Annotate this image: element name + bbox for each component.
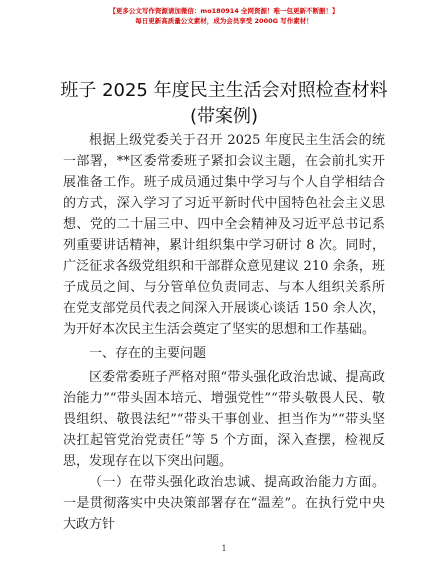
body-paragraph: （一）在带头强化政治忠诚、提高政治能力方面。一是贯彻落实中央决策部署存在“温差”。在执行党中央大政方针 [63,475,385,532]
section-heading: 一、存在的主要问题 [89,346,207,361]
page-number: 1 [221,544,227,553]
header-banner [0,6,448,26]
banner-line-2: 每日更新高质量公文素材，成为会员享受 2000G 写作素材！ [135,17,313,25]
document-title: 班子 2025 年度民主生活会对照检查材料(带案例) [60,80,388,127]
intro-paragraph: 根据上级党委关于召开 2025 年度民主生活会的统一部署，**区委常委班子紧扣会议主题，在会前扎实开展准备工作。班子成员通过集中学习与个人自学相结合的方式，深入学习了习近平新时代中国特色社会主义思想、党的二十届三中、四中全会精神及习近平总书记系列重要讲话精神，累计组织集中学习研讨 8 次。同时，广泛征求各级党组织和干部群众意见建议 210 余条，班子成员之间、与分管单位负责同志、与本人组织关系所在党支部党员代表之间深入开展谈心谈话 150 余人次，为开好本次民主生活会奠定了坚实的思想和工作基础。 [63,133,385,337]
body-paragraph: 区委常委班子严格对照“带头强化政治忠诚、提高政治能力”“带头固本培元、增强党性”“带头敬畏人民、敬畏组织、敬畏法纪”“带头干事创业、担当作为”“带头坚决扛起管党治党责任”等 5 个方面，深入查摆，检视反思，发现存在以下突出问题。 [63,370,385,469]
document-body [63,130,385,535]
banner-line-1: 【更多公文写作资源请加微信：mo180914 全网资源！唯一包更新不断删！】 [109,7,339,15]
